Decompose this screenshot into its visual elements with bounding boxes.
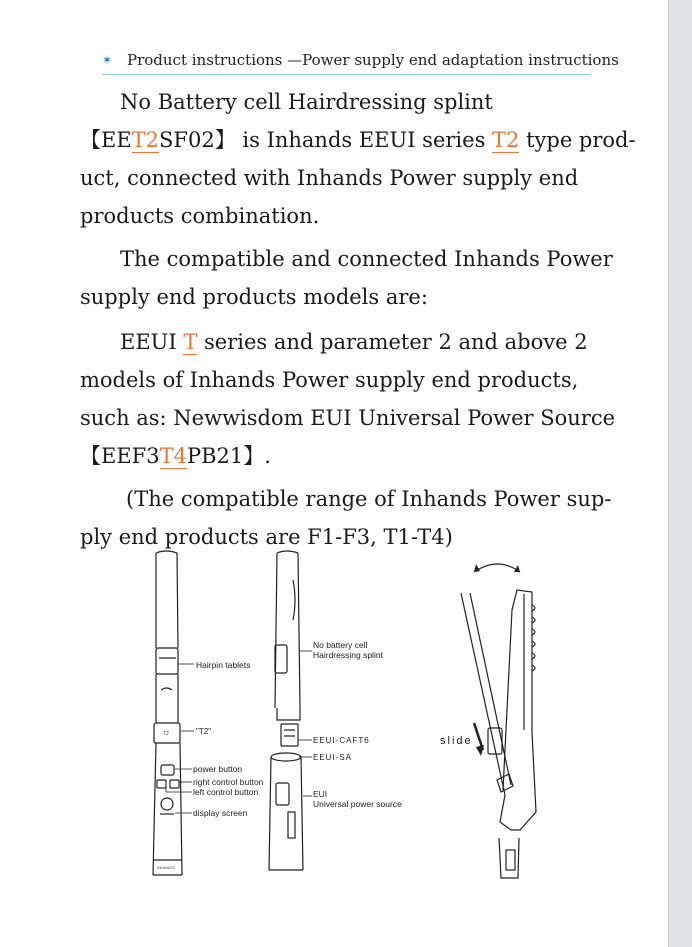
p1-line-3: uct, connected with Inhands Power supply end	[80, 166, 579, 190]
device-bottom-logo: INHANDS	[157, 865, 176, 870]
leaf-icon: ✶	[102, 53, 113, 67]
p3-line-2: models of Inhands Power supply end products,	[80, 368, 579, 392]
highlight-type: T2	[492, 128, 520, 152]
p1-line-1: No Battery cell Hairdressing splint	[120, 90, 493, 114]
p4-line-2: ply end products are F1-F3, T1-T4)	[80, 525, 453, 549]
p2-line-2: supply end products models are:	[80, 285, 428, 309]
label-slide: slide	[440, 735, 473, 747]
label-display-screen: display screen	[193, 808, 248, 818]
p1-text: type prod-	[519, 128, 636, 152]
highlight-series: T	[183, 330, 198, 354]
device-t2-tag: T2	[163, 731, 169, 737]
label-eeui-sa: EEUI-SA	[313, 753, 353, 762]
header-title: Product instructions —Power supply end adaptation instructions	[127, 51, 619, 69]
assembled-device-drawing	[153, 551, 182, 875]
label-splint-line-2: Hairdressing splint	[313, 650, 383, 660]
rotate-arrow-left-icon	[474, 564, 480, 572]
label-splint-line-1: No battery cell	[313, 640, 368, 650]
label-universal-power-source: Universal power source	[313, 799, 402, 809]
label-right-control-button: right control button	[193, 777, 264, 787]
p3-line-3: such as: Newwisdom EUI Universal Power Source	[80, 406, 616, 430]
p3-text: 【EEF3	[80, 444, 160, 468]
label-hairpin-tablets: Hairpin tablets	[196, 660, 251, 670]
p3-text: PB21】.	[186, 444, 271, 468]
side-view-drawing	[461, 564, 536, 878]
separated-device-drawing	[269, 551, 303, 870]
label-eui: EUI	[313, 789, 328, 799]
p4-line-1: (The compatible range of Inhands Power sup-	[126, 487, 612, 511]
p2-line-1: The compatible and connected Inhands Power	[120, 247, 613, 271]
p3-text: EEUI	[120, 330, 184, 354]
label-t2: "T2"	[196, 727, 212, 736]
label-left-control-button: left control button	[193, 787, 259, 797]
label-power-button: power button	[193, 764, 243, 774]
highlight-model-code: T2	[131, 128, 160, 152]
p1-text: 【EE	[80, 128, 132, 152]
p1-line-4: products combination.	[80, 204, 320, 228]
p3-text: series and parameter 2 and above 2	[197, 330, 588, 354]
p1-text: SF02】 is Inhands EEUI series	[159, 128, 493, 152]
highlight-model-code: T4	[159, 444, 187, 468]
label-eeui-caft6: EEUI-CAFT6	[313, 736, 370, 745]
